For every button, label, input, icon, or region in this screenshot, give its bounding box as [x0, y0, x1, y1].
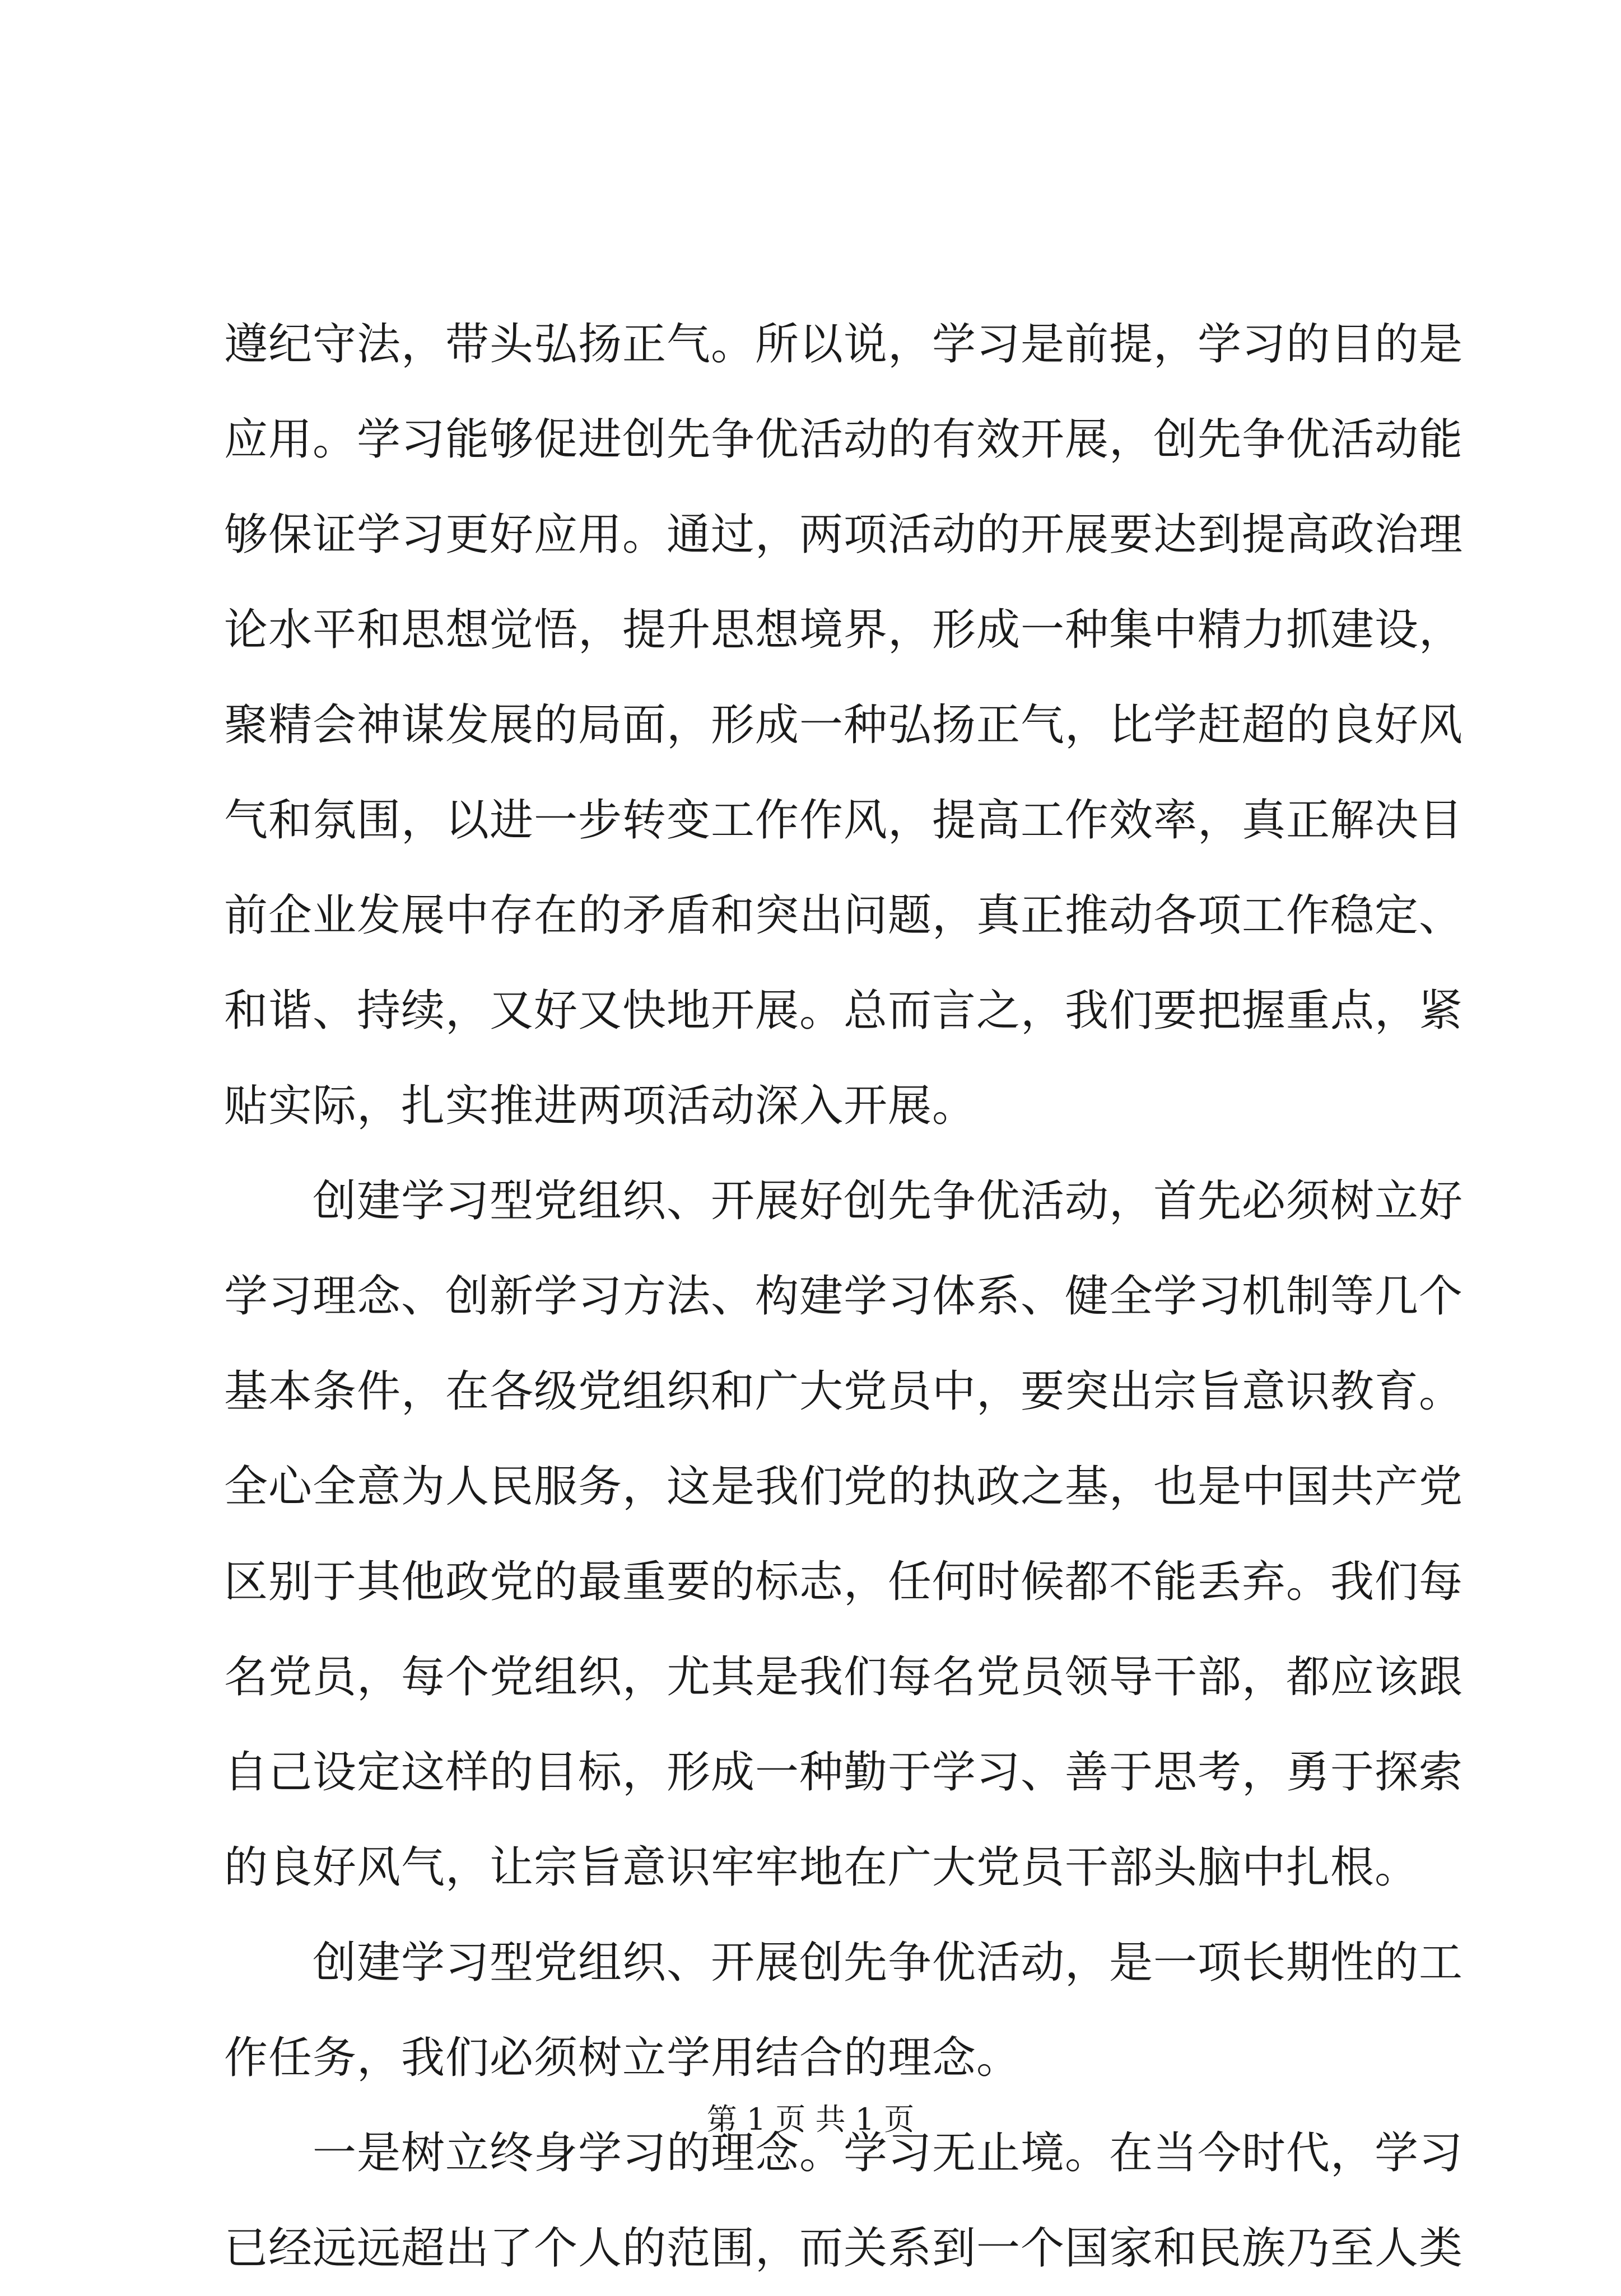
text-line: 应用。学习能够促进创先争优活动的有效开展，创先争优活动能	[224, 414, 1464, 465]
text-line: 作任务，我们必须树立学用结合的理念。	[224, 2033, 1021, 2083]
text-line: 前企业发展中存在的矛盾和突出问题，真正推动各项工作稳定、	[224, 890, 1464, 941]
text-line: 区别于其他政党的最重要的标志，任何时候都不能丢弃。我们每	[224, 1557, 1464, 1607]
text-line: 全心全意为人民服务，这是我们党的执政之基，也是中国共产党	[224, 1462, 1464, 1512]
text-line: 创建学习型党组织、开展创先争优活动，是一项长期性的工	[224, 1938, 1464, 1988]
page-footer: 第 1 页 共 1 页	[706, 2102, 915, 2137]
text-line: 自己设定这样的目标，形成一种勤于学习、善于思考，勇于探索	[224, 1747, 1464, 1798]
text-line: 创建学习型党组织、开展好创先争优活动，首先必须树立好	[224, 1176, 1464, 1226]
text-line: 聚精会神谋发展的局面，形成一种弘扬正气，比学赶超的良好风	[224, 700, 1464, 750]
text-line: 气和氛围，以进一步转变工作作风，提高工作效率，真正解决目	[224, 795, 1464, 846]
text-line: 名党员，每个党组织，尤其是我们每名党员领导干部，都应该跟	[224, 1652, 1464, 1702]
body-text	[224, 297, 1464, 2296]
text-line: 论水平和思想觉悟，提升思想境界，形成一种集中精力抓建设，	[224, 605, 1464, 655]
text-line: 贴实际，扎实推进两项活动深入开展。	[224, 1081, 977, 1131]
text-line: 和谐、持续，又好又快地开展。总而言之，我们要把握重点，紧	[224, 986, 1464, 1036]
text-line: 已经远远超出了个人的范围，而关系到一个国家和民族乃至人类	[224, 2223, 1464, 2274]
text-line: 基本条件，在各级党组织和广大党员中，要突出宗旨意识教育。	[224, 1366, 1464, 1417]
text-line: 的良好风气，让宗旨意识牢牢地在广大党员干部头脑中扎根。	[224, 1842, 1419, 1893]
text-line: 学习理念、创新学习方法、构建学习体系、健全学习机制等几个	[224, 1271, 1464, 1322]
text-line: 够保证学习更好应用。通过，两项活动的开展要达到提高政治理	[224, 510, 1464, 560]
text-line: 遵纪守法，带头弘扬正气。所以说，学习是前提，学习的目的是	[224, 319, 1464, 370]
text-line: 一是树立终身学习的理念。学习无止境。在当今时代，学习	[224, 2128, 1464, 2178]
